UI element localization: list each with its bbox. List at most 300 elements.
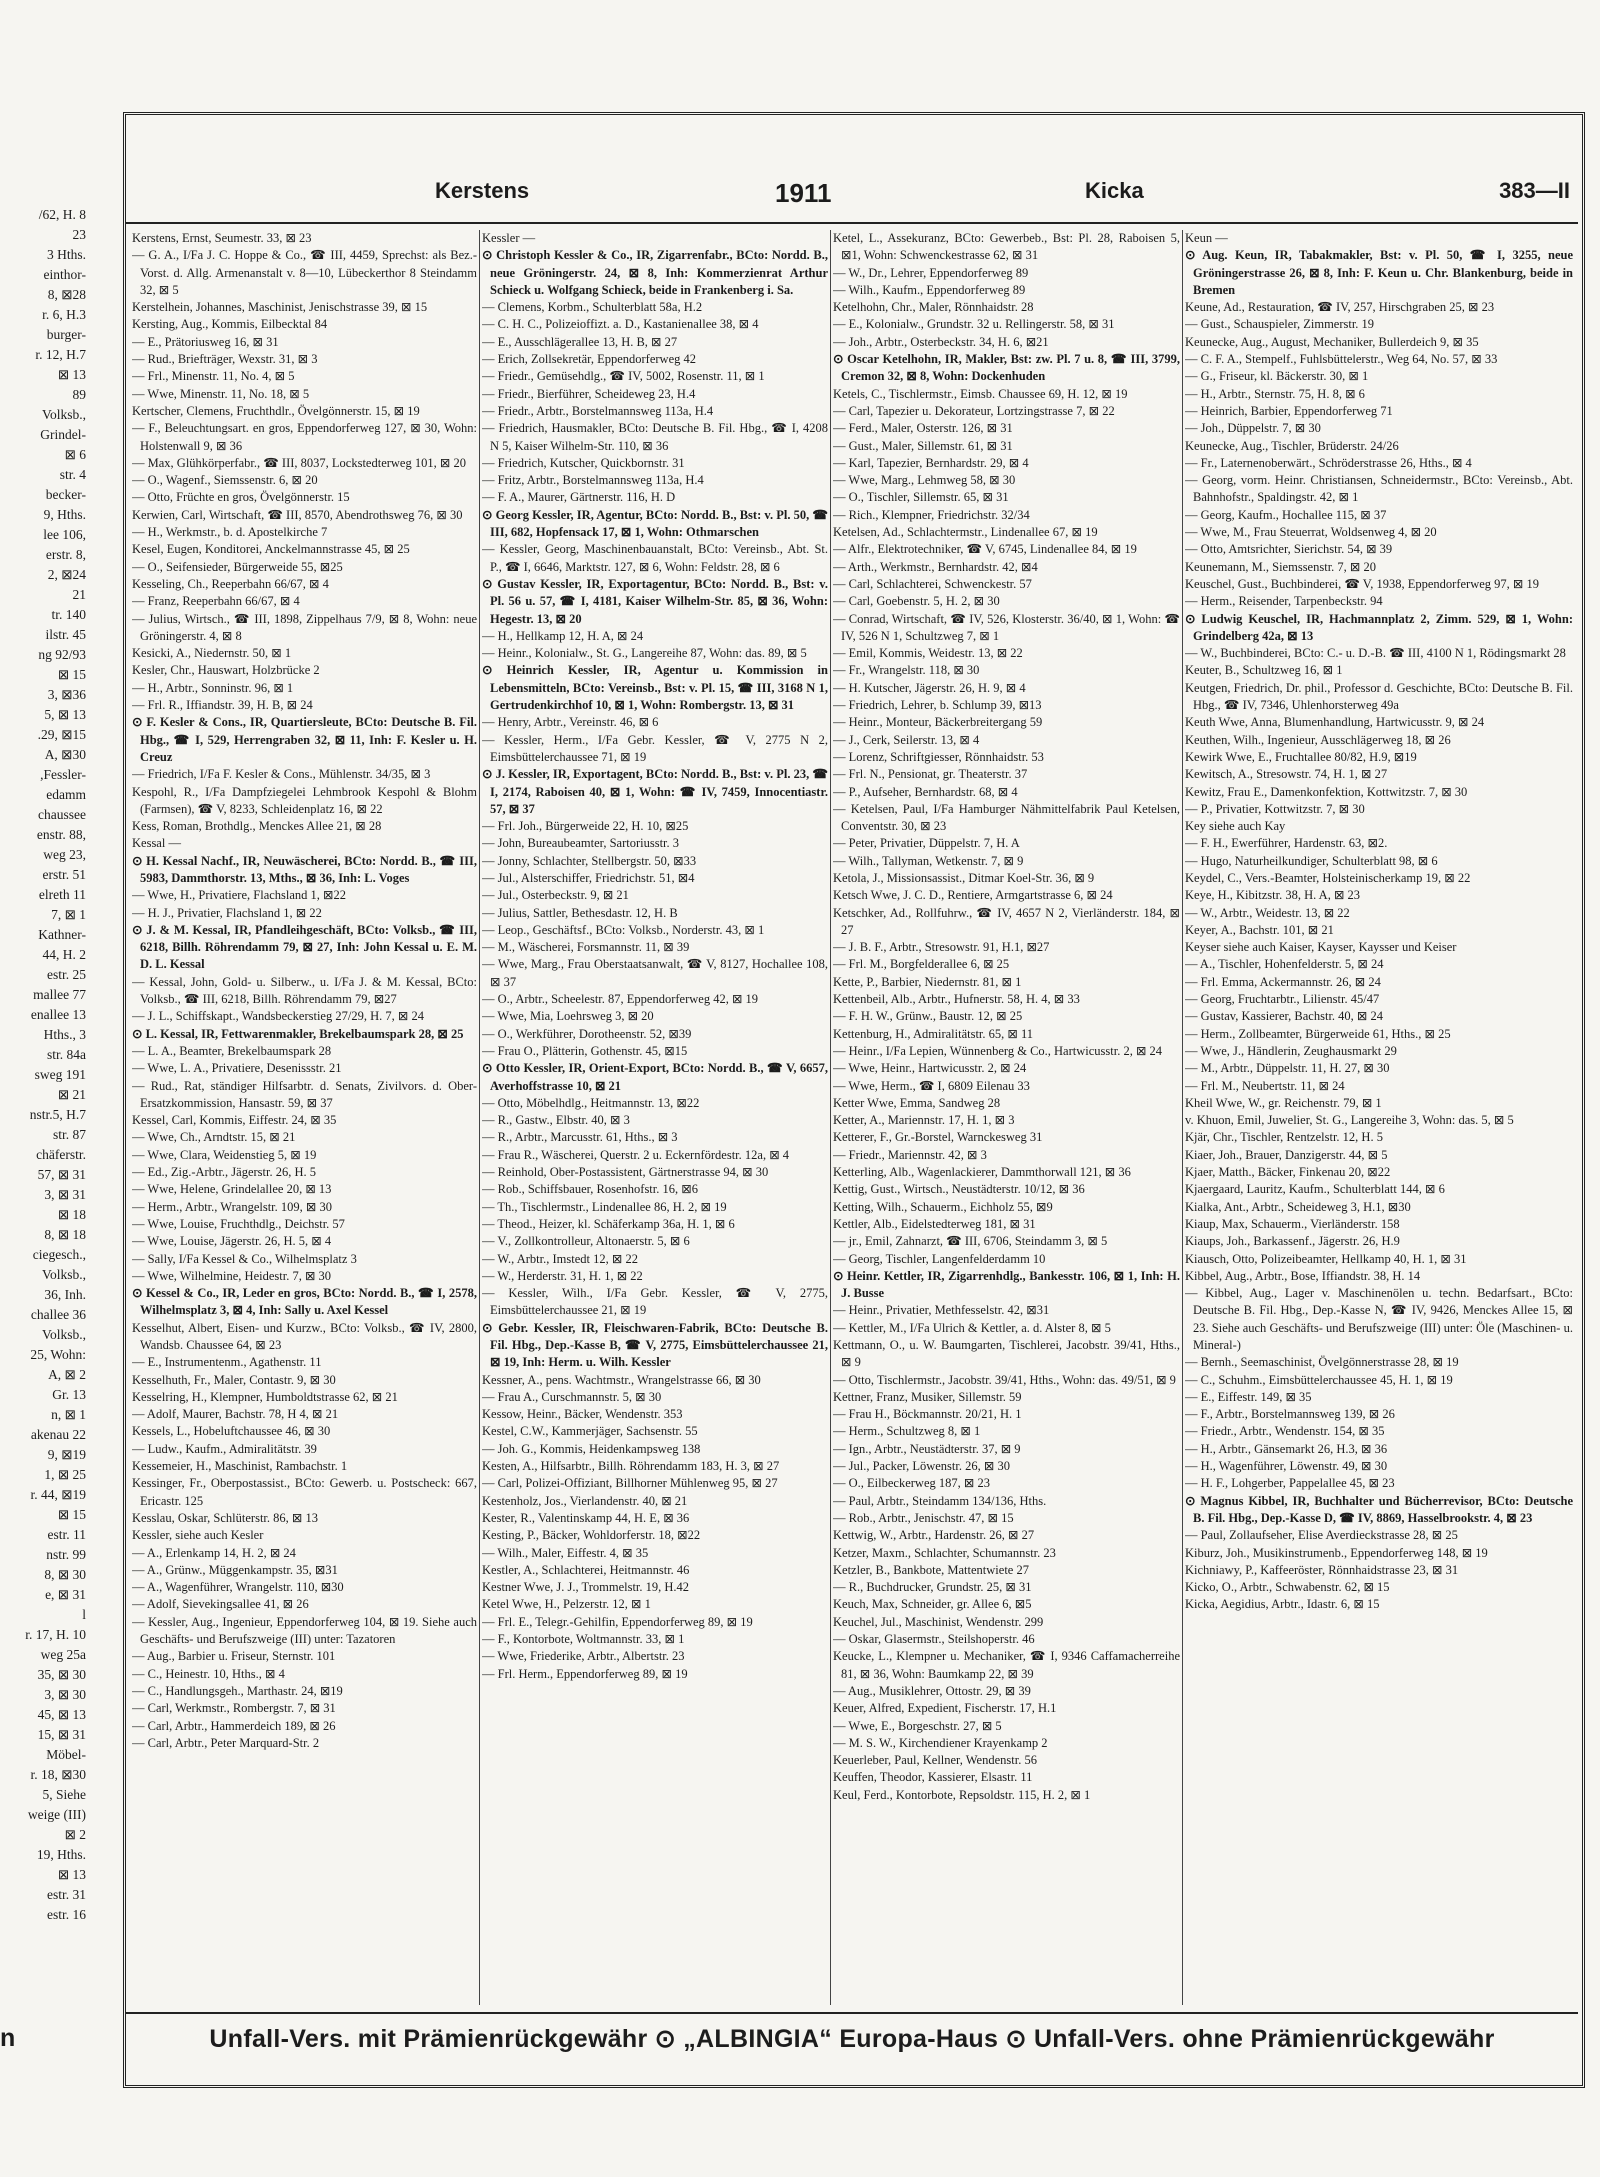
- directory-entry: Kiaups, Joh., Barkassenf., Jägerstr. 26, H.9: [1185, 1234, 1400, 1249]
- directory-entry: — E., Eiffestr. 149, ⊠ 35: [1185, 1389, 1312, 1404]
- directory-entry: — O., Seifensieder, Bürgerweide 55, ⊠25: [132, 559, 343, 574]
- directory-entry: Keuschel, Gust., Buchbinderei, ☎ V, 1938, Eppendorferweg 97, ⊠ 19: [1185, 576, 1539, 591]
- directory-entry: Kessow, Heinr., Bäcker, Wendenstr. 353: [482, 1407, 683, 1422]
- directory-entry: Ketels, C., Tischlermstr., Eimsb. Chaussee 69, H. 12, ⊠ 19: [833, 386, 1128, 401]
- directory-entry: — Herm., Schultzweg 8, ⊠ 1: [833, 1424, 981, 1439]
- directory-entry: — Peter, Privatier, Düppelstr. 7, H. A: [833, 836, 1020, 851]
- previous-page-line: 3, ⊠ 30: [44, 1687, 86, 1702]
- directory-entry: — Joh., Düppelstr. 7, ⊠ 30: [1185, 421, 1321, 436]
- directory-entry: — C. F. A., Stempelf., Fuhlsbüttelerstr., Weg 64, No. 57, ⊠ 33: [1185, 352, 1498, 367]
- directory-entry: — Georg, Kaufm., Hochallee 115, ⊠ 37: [1185, 507, 1387, 522]
- directory-entry: Ketelsen, Ad., Schlachtermstr., Lindenallee 67, ⊠ 19: [833, 525, 1098, 540]
- previous-page-line: r. 12, H.7: [35, 347, 86, 362]
- previous-page-line: A, ⊠ 2: [48, 1367, 86, 1382]
- directory-entry: Ketterling, Alb., Wagenlackierer, Dammthorwall 121, ⊠ 36: [833, 1165, 1131, 1180]
- previous-page-line: enallee 13: [30, 1007, 86, 1022]
- directory-entry: Keunecke, Aug., August, Mechaniker, Bullerdeich 9, ⊠ 35: [1185, 334, 1479, 349]
- directory-entry: Keucke, L., Klempner u. Mechaniker, ☎ I, 9346 Caffamacherreihe 81, ⊠ 36, Wohn: Baumkamp 22, ⊠ 39: [833, 1649, 1180, 1681]
- directory-entry: — R., Gastw., Elbstr. 40, ⊠ 3: [482, 1113, 630, 1128]
- directory-entry: — Jul., Alsterschiffer, Friedrichstr. 51, ⊠4: [482, 870, 695, 885]
- directory-entry: Ketel, L., Assekuranz, BCto: Gewerbeb., Bst: Pl. 28, Raboisen 5, ⊠1, Wohn: Schwenckestrasse 62, ⊠ 31: [833, 231, 1180, 263]
- directory-entry: — Carl, Werkmstr., Rombergstr. 7, ⊠ 31: [132, 1701, 336, 1716]
- directory-entry: Kessler, siehe auch Kesler: [132, 1528, 264, 1543]
- directory-entry: — Paul, Zollaufseher, Elise Averdieckstrasse 28, ⊠ 25: [1185, 1528, 1458, 1543]
- previous-page-line: 3, ⊠36: [47, 687, 86, 702]
- directory-entry: ⊙ H. Kessal Nachf., IR, Neuwäscherei, BCto: Nordd. B., ☎ III, 5983, Dammthorstr. 13, Mths., ⊠ 36, Inh: L. Voges: [132, 853, 477, 885]
- header-first-entry: Kerstens: [435, 178, 530, 203]
- directory-entry: — Heinrich, Barbier, Eppendorferweg 71: [1185, 403, 1393, 418]
- previous-page-line: 8, ⊠ 30: [44, 1567, 86, 1582]
- previous-page-line: 36, Inh.: [44, 1287, 86, 1302]
- directory-entry: — Wwe, Friederike, Arbtr., Albertstr. 23: [482, 1649, 685, 1664]
- previous-page-line: ⊠ 18: [57, 1207, 86, 1222]
- directory-entry: Kessner, A., pens. Wachtmstr., Wrangelstrasse 66, ⊠ 30: [482, 1372, 761, 1387]
- directory-entry: — Henry, Arbtr., Vereinstr. 46, ⊠ 6: [482, 715, 659, 730]
- directory-entry: Kesel, Eugen, Konditorei, Anckelmannstrasse 45, ⊠ 25: [132, 542, 410, 557]
- directory-entry: Keuerleber, Paul, Kellner, Wendenstr. 56: [833, 1753, 1037, 1768]
- directory-entry: — Hugo, Naturheilkundiger, Schulterblatt 98, ⊠ 6: [1185, 853, 1438, 868]
- directory-entry: — Carl, Tapezier u. Dekorateur, Lortzingstrasse 7, ⊠ 22: [833, 403, 1115, 418]
- directory-entry: — O., Wagenf., Siemssenstr. 6, ⊠ 20: [132, 473, 318, 488]
- directory-entry: — Carl, Goebenstr. 5, H. 2, ⊠ 30: [833, 594, 1000, 609]
- previous-page-line: estr. 11: [47, 1527, 86, 1542]
- directory-entry: — Fr., Laternenoberwärt., Schröderstrasse 26, Hths., ⊠ 4: [1185, 455, 1472, 470]
- directory-entry: — Herm., Zollbeamter, Bürgerweide 61, Hths., ⊠ 25: [1185, 1026, 1451, 1041]
- directory-entry: — W., Arbtr., Weidestr. 13, ⊠ 22: [1185, 905, 1350, 920]
- directory-entry: Kespohl, R., I/Fa Dampfziegelei Lehmbrook Kespohl & Blohm (Farmsen), ☎ V, 8233, Schleidenplatz 16, ⊠ 22: [132, 784, 477, 816]
- directory-entry: Ketter, A., Mariennstr. 17, H. 1, ⊠ 3: [833, 1113, 1015, 1128]
- directory-entry: — Friedrich, Lehrer, b. Schlump 39, ⊠13: [833, 698, 1042, 713]
- directory-entry: Kjaergaard, Lauritz, Kaufm., Schulterblatt 144, ⊠ 6: [1185, 1182, 1445, 1197]
- directory-entry: Kesslau, Oskar, Schlüterstr. 86, ⊠ 13: [132, 1510, 318, 1525]
- directory-entry: — Wwe, Marg., Frau Oberstaatsanwalt, ☎ V, 8127, Hochallee 108, ⊠ 37: [482, 957, 828, 989]
- directory-entry: — A., Erlenkamp 14, H. 2, ⊠ 24: [132, 1545, 296, 1560]
- previous-page-line: lee 106,: [43, 527, 86, 542]
- previous-page-line: ⊠ 15: [57, 1507, 86, 1522]
- directory-entry: — Friedr., Arbtr., Borstelmannsweg 113a, H.4: [482, 403, 714, 418]
- directory-entry: — C., Heinestr. 10, Hths., ⊠ 4: [132, 1666, 285, 1681]
- running-header: [130, 178, 1570, 214]
- previous-page-line: 19, Hths.: [36, 1847, 86, 1862]
- directory-entry: — Fritz, Arbtr., Borstelmannsweg 113a, H.4: [482, 473, 704, 488]
- directory-entry: Kewitz, Frau E., Damenkonfektion, Kottwitzstr. 7, ⊠ 30: [1185, 784, 1468, 799]
- directory-entry: ⊙ Christoph Kessler & Co., IR, Zigarrenfabr., BCto: Nordd. B., neue Gröningerstr. 24, ⊠ 8, Inh: Kommerzienrat Arthur Schieck u. Wolfgang Schieck, beide in Frankenberg i. Sa.: [482, 248, 828, 297]
- directory-entry: — P., Aufseher, Bernhardstr. 68, ⊠ 4: [833, 784, 1018, 799]
- directory-entry: — Friedrich, Hausmakler, BCto: Deutsche B. Fil. Hbg., ☎ I, 4208 N 5, Kaiser Wilhelm-Str. 110, ⊠ 36: [482, 421, 828, 453]
- directory-entry: Ketzer, Maxm., Schlachter, Schumannstr. 23: [833, 1545, 1056, 1560]
- directory-entry: — Clemens, Korbm., Schulterblatt 58a, H.2: [482, 300, 703, 315]
- directory-entry: Kewitsch, A., Stresowstr. 74, H. 1, ⊠ 27: [1185, 767, 1388, 782]
- directory-entry: Kessal —: [132, 836, 181, 851]
- directory-entry: Kiburz, Joh., Musikinstrumenb., Eppendorferweg 148, ⊠ 19: [1185, 1545, 1488, 1560]
- directory-entry: ⊙ Heinrich Kessler, IR, Agentur u. Kommission in Lebensmitteln, BCto: Vereinsb., Bst: v. Pl. 15, ☎ III, 3168 N 1, Gertrudenkirchhof 10, ⊠ 1, Wohn: Rombergstr. 13, ⊠ 31: [482, 663, 828, 713]
- directory-entry: Kesting, P., Bäcker, Wohldorferstr. 18, ⊠22: [482, 1528, 701, 1543]
- directory-entry: Kicko, O., Arbtr., Schwabenstr. 62, ⊠ 15: [1185, 1580, 1390, 1595]
- previous-page-line: ,Fessler-: [40, 767, 86, 782]
- directory-entry: Kialka, Ant., Arbtr., Scheideweg 3, H.1, ⊠30: [1185, 1199, 1411, 1214]
- directory-entry: Ketzler, B., Bankbote, Mattentwiete 27: [833, 1562, 1029, 1577]
- directory-entry: — Frau H., Böckmannstr. 20/21, H. 1: [833, 1407, 1022, 1422]
- directory-entry: Kesselhut, Albert, Eisen- und Kurzw., BCto: Volksb., ☎ IV, 2800, Wandsb. Chaussee 64, ⊠ 23: [132, 1320, 477, 1352]
- directory-entry: — Wwe, Wilhelmine, Heidestr. 7, ⊠ 30: [132, 1268, 332, 1283]
- directory-entry: — Friedrich, I/Fa F. Kesler & Cons., Mühlenstr. 34/35, ⊠ 3: [132, 767, 431, 782]
- directory-entry: Kichniawy, P., Kaffeeröster, Rönnhaidstrasse 23, ⊠ 31: [1185, 1562, 1459, 1577]
- directory-entry: — Aug., Barbier u. Friseur, Sternstr. 101: [132, 1649, 336, 1664]
- directory-entry: — Wwe, Louise, Jägerstr. 26, H. 5, ⊠ 4: [132, 1234, 332, 1249]
- directory-entry: — E., Prätoriusweg 16, ⊠ 31: [132, 334, 279, 349]
- directory-entry: — R., Buchdrucker, Grundstr. 25, ⊠ 31: [833, 1580, 1032, 1595]
- directory-entry: Kicka, Aegidius, Arbtr., Idastr. 6, ⊠ 15: [1185, 1597, 1380, 1612]
- directory-entry: — Jul., Osterbeckstr. 9, ⊠ 21: [482, 888, 629, 903]
- directory-entry: ⊙ Otto Kessler, IR, Orient-Export, BCto: Nordd. B., ☎ V, 6657, Averhoffstrasse 10, ⊠ 21: [482, 1061, 828, 1093]
- directory-entry: — Sally, I/Fa Kessel & Co., Wilhelmsplatz 3: [132, 1251, 357, 1266]
- previous-page-line: 44, H. 2: [42, 947, 86, 962]
- directory-entry: Kettmann, O., u. W. Baumgarten, Tischlerei, Jacobstr. 39/41, Hths., ⊠ 9: [833, 1338, 1180, 1370]
- previous-page-line: 1, ⊠ 25: [44, 1467, 86, 1482]
- directory-entry: Kibbel, Aug., Arbtr., Bose, Iffiandstr. 38, H. 14: [1185, 1268, 1421, 1283]
- directory-entry: Keuffen, Theodor, Kassierer, Elsastr. 11: [833, 1770, 1033, 1785]
- directory-entry: — Heinr., I/Fa Lepien, Wünnenberg & Co., Hartwicusstr. 2, ⊠ 24: [833, 1043, 1163, 1058]
- previous-page-line: weg 25a: [40, 1647, 86, 1662]
- directory-entry: — Friedr., Gemüsehdlg., ☎ IV, 5002, Rosenstr. 11, ⊠ 1: [482, 369, 765, 384]
- previous-page-line: ⊠ 2: [64, 1827, 86, 1842]
- directory-entry: Kiausch, Otto, Polizeibeamter, Hellkamp 40, H. 1, ⊠ 31: [1185, 1251, 1467, 1266]
- directory-entry: — Kessal, John, Gold- u. Silberw., u. I/Fa J. & M. Kessal, BCto: Volksb., ☎ III, 6218, Billh. Röhrendamm 79, ⊠27: [132, 974, 477, 1007]
- directory-entry: — O., Arbtr., Scheelestr. 87, Eppendorferweg 42, ⊠ 19: [482, 992, 759, 1007]
- directory-entry: — Rud., Rat, ständiger Hilfsarbtr. d. Senats, Zivilvors. d. Ober-Ersatzkommission, Hansastr. 59, ⊠ 37: [132, 1078, 477, 1110]
- directory-entry: — W., Buchbinderei, BCto: C.- u. D.-B. ☎ III, 4100 N 1, Rödingsmarkt 28: [1185, 646, 1566, 661]
- directory-entry: — F., Beleuchtungsart. en gros, Eppendorferweg 127, ⊠ 30, Wohn: Holstenwall 9, ⊠ 36: [132, 421, 477, 453]
- directory-entry: — Joh., Arbtr., Osterbeckstr. 34, H. 6, ⊠21: [833, 334, 1049, 349]
- previous-page-line: sweg 191: [34, 1067, 86, 1082]
- directory-entry: — Wwe, Mia, Loehrsweg 3, ⊠ 20: [482, 1009, 654, 1024]
- directory-entry: — Carl, Arbtr., Peter Marquard-Str. 2: [132, 1735, 320, 1750]
- previous-page-line: Volksb.,: [41, 1267, 86, 1282]
- directory-entry: Kessemeier, H., Maschinist, Rambachstr. 1: [132, 1459, 348, 1474]
- directory-entry: — Kettler, M., I/Fa Ulrich & Kettler, a. d. Alster 8, ⊠ 5: [833, 1320, 1111, 1335]
- directory-entry: ⊙ Gustav Kessler, IR, Exportagentur, BCto: Nordd. B., Bst: v. Pl. 56 u. 57, ☎ I, 4181, Kaiser Wilhelm-Str. 85, ⊠ 36, Wohn: Hegestr. 13, ⊠ 20: [482, 576, 828, 626]
- directory-entry: Kettler, Alb., Eidelstedterweg 181, ⊠ 31: [833, 1216, 1036, 1231]
- directory-entry: — H. Kutscher, Jägerstr. 26, H. 9, ⊠ 4: [833, 680, 1026, 695]
- directory-entry: — Frl. E., Telegr.-Gehilfin, Eppendorferweg 89, ⊠ 19: [482, 1614, 753, 1629]
- directory-entry: — Wwe, J., Händlerin, Zeughausmarkt 29: [1185, 1043, 1397, 1058]
- directory-entry: — Friedr., Mariennstr. 42, ⊠ 3: [833, 1147, 987, 1162]
- column-divider: [830, 230, 831, 2005]
- directory-entry: ⊙ L. Kessal, IR, Fettwarenmakler, Brekelbaumspark 28, ⊠ 25: [132, 1026, 464, 1041]
- directory-entry: — C., Schuhm., Eimsbüttelerchaussee 45, H. 1, ⊠ 19: [1185, 1372, 1453, 1387]
- directory-entry: — F., Kontorbote, Woltmannstr. 33, ⊠ 1: [482, 1632, 685, 1647]
- previous-page-line: 8, ⊠ 18: [44, 1227, 86, 1242]
- directory-entry: — Ferd., Maler, Osterstr. 126, ⊠ 31: [833, 421, 1013, 436]
- previous-page-line: becker-: [45, 487, 86, 502]
- directory-entry: — Wilh., Tallyman, Wetkenstr. 7, ⊠ 9: [833, 853, 1024, 868]
- directory-entry: — Th., Tischlermstr., Lindenallee 86, H. 2, ⊠ 19: [482, 1199, 727, 1214]
- directory-entry: — Wwe, Helene, Grindelallee 20, ⊠ 13: [132, 1182, 332, 1197]
- directory-entry: — Emil, Kommis, Weidestr. 13, ⊠ 22: [833, 646, 1023, 661]
- directory-entry: — Max, Glühkörperfabr., ☎ III, 8037, Lockstedterweg 101, ⊠ 20: [132, 455, 466, 470]
- directory-entry: — jr., Emil, Zahnarzt, ☎ III, 6706, Steindamm 3, ⊠ 5: [833, 1234, 1108, 1249]
- directory-entry: — Ign., Arbtr., Neustädterstr. 37, ⊠ 9: [833, 1441, 1021, 1456]
- directory-entry: Keyser siehe auch Kaiser, Kayser, Kaysser und Keiser: [1185, 940, 1457, 955]
- directory-entry: — Wwe, Louise, Fruchthdlg., Deichstr. 57: [132, 1216, 345, 1231]
- directory-entry: — Frl., Minenstr. 11, No. 4, ⊠ 5: [132, 369, 295, 384]
- previous-page-line: enstr. 88,: [36, 827, 86, 842]
- directory-entry: Key siehe auch Kay: [1185, 819, 1286, 834]
- directory-entry: — H., Arbtr., Sternstr. 75, H. 8, ⊠ 6: [1185, 386, 1365, 401]
- directory-entry: Kerstens, Ernst, Seumestr. 33, ⊠ 23: [132, 231, 312, 245]
- directory-entry: — Joh. G., Kommis, Heidenkampsweg 138: [482, 1441, 701, 1456]
- directory-entry: — Otto, Amtsrichter, Sierichstr. 54, ⊠ 39: [1185, 542, 1393, 557]
- previous-page-line: estr. 16: [47, 1907, 86, 1922]
- directory-entry: — Herm., Reisender, Tarpenbeckstr. 94: [1185, 594, 1383, 609]
- previous-page-line: akenau 22: [30, 1427, 86, 1442]
- directory-entry: Kertscher, Clemens, Fruchthdlr., Övelgönnerstr. 15, ⊠ 19: [132, 403, 420, 418]
- directory-entry: Kesicki, A., Niedernstr. 50, ⊠ 1: [132, 646, 292, 661]
- previous-page-line: 35, ⊠ 30: [37, 1667, 86, 1682]
- previous-page-line: mallee 77: [33, 987, 86, 1002]
- directory-entry: — Adolf, Sievekingsallee 41, ⊠ 26: [132, 1597, 309, 1612]
- directory-entry: Keuter, B., Schultzweg 16, ⊠ 1: [1185, 663, 1343, 678]
- previous-page-line: nstr. 99: [46, 1547, 86, 1562]
- directory-entry: — Frau R., Wäscherei, Querstr. 2 u. Eckernfördestr. 12a, ⊠ 4: [482, 1147, 790, 1162]
- directory-entry: Kettner, Franz, Musiker, Sillemstr. 59: [833, 1389, 1022, 1404]
- previous-page-line: 23: [72, 227, 86, 242]
- directory-entry: — O., Eilbeckerweg 187, ⊠ 23: [833, 1476, 990, 1491]
- directory-entry: Ketola, J., Missionsassist., Ditmar Koel-Str. 36, ⊠ 9: [833, 870, 1095, 885]
- directory-entry: — Frl. M., Borgfelderallee 6, ⊠ 25: [833, 957, 1010, 972]
- directory-entry: Keuth Wwe, Anna, Blumenhandlung, Hartwicusstr. 9, ⊠ 24: [1185, 715, 1485, 730]
- directory-entry: Kesselring, H., Klempner, Humboldtstrasse 62, ⊠ 21: [132, 1389, 398, 1404]
- previous-page-line: 57, ⊠ 31: [37, 1167, 86, 1182]
- directory-entry: — Ludw., Kaufm., Admiralitätstr. 39: [132, 1441, 317, 1456]
- previous-page-line: erstr. 8,: [45, 547, 86, 562]
- previous-page-line: r. 17, H. 10: [25, 1627, 86, 1642]
- directory-entry: — Wwe, Clara, Weidenstieg 5, ⊠ 19: [132, 1147, 317, 1162]
- directory-entry: Keul, Ferd., Kontorbote, Repsoldstr. 115, H. 2, ⊠ 1: [833, 1787, 1091, 1802]
- directory-entry: — A., Grünw., Müggenkampstr. 35, ⊠31: [132, 1562, 338, 1577]
- directory-entry: — Friedrich, Kutscher, Quickbornstr. 31: [482, 455, 685, 470]
- directory-entry: — Friedr., Bierführer, Scheideweg 23, H.4: [482, 386, 696, 401]
- directory-entry: Kette, P., Barbier, Niedernstr. 81, ⊠ 1: [833, 974, 1022, 989]
- header-rule: [126, 222, 1578, 224]
- previous-page-line: n, ⊠ 1: [51, 1407, 86, 1422]
- directory-entry: ⊙ Magnus Kibbel, IR, Buchhalter und Bücherrevisor, BCto: Deutsche B. Fil. Hbg., Dep.-Kasse D, ☎ IV, 8869, Hasselbrookstr. 4, ⊠ 23: [1185, 1493, 1573, 1525]
- directory-entry: Ketterer, F., Gr.-Borstel, Warnckesweg 31: [833, 1130, 1043, 1145]
- directory-entry: — Conrad, Wirtschaft, ☎ IV, 526, Klosterstr. 36/40, ⊠ 1, Wohn: ☎ IV, 526 N 1, Schultzweg 7, ⊠ 1: [833, 611, 1180, 643]
- column-divider: [479, 230, 480, 2005]
- directory-entry: — Wwe, M., Frau Steuerrat, Woldsenweg 4, ⊠ 20: [1185, 525, 1437, 540]
- directory-entry: — J. L., Schiffskapt., Wandsbeckerstieg 27/29, H. 7, ⊠ 24: [132, 1009, 424, 1024]
- directory-entry: — Carl, Arbtr., Hammerdeich 189, ⊠ 26: [132, 1718, 336, 1733]
- directory-entry: — Aug., Musiklehrer, Ottostr. 29, ⊠ 39: [833, 1683, 1031, 1698]
- directory-entry: — Frl. M., Neubertstr. 11, ⊠ 24: [1185, 1078, 1345, 1093]
- advertisement-footer: Unfall-Vers. mit Prämienrückgewähr ⊙ „ALBINGIA“ Europa-Haus ⊙ Unfall-Vers. ohne Prämienrückgewähr: [209, 2025, 1495, 2053]
- directory-entry: Kesseling, Ch., Reeperbahn 66/67, ⊠ 4: [132, 576, 329, 591]
- directory-entry: — Herm., Arbtr., Wrangelstr. 109, ⊠ 30: [132, 1199, 332, 1214]
- previous-page-line: weige (III): [27, 1807, 86, 1822]
- previous-page-line: 25, Wohn:: [30, 1347, 86, 1362]
- previous-page-line: 7, ⊠ 1: [51, 907, 86, 922]
- previous-page-line: challee 36: [30, 1307, 86, 1322]
- directory-entry: — A., Tischler, Hohenfelderstr. 5, ⊠ 24: [1185, 957, 1384, 972]
- directory-entry: — Jul., Packer, Löwenstr. 26, ⊠ 30: [833, 1459, 1010, 1474]
- directory-entry: — A., Wagenführer, Wrangelstr. 110, ⊠30: [132, 1580, 344, 1595]
- previous-page-line: str. 4: [59, 467, 86, 482]
- directory-entry: — J., Cerk, Seilerstr. 13, ⊠ 4: [833, 732, 980, 747]
- directory-entry: Kesten, A., Hilfsarbtr., Billh. Röhrendamm 183, H. 3, ⊠ 27: [482, 1459, 780, 1474]
- directory-entry: Keuer, Alfred, Expedient, Fischerstr. 17, H.1: [833, 1701, 1057, 1716]
- directory-entry: Kestenholz, Jos., Vierlandenstr. 40, ⊠ 21: [482, 1493, 688, 1508]
- directory-entry: Kheil Wwe, W., gr. Reichenstr. 79, ⊠ 1: [1185, 1095, 1382, 1110]
- directory-entry: Keuchel, Jul., Maschinist, Wendenstr. 299: [833, 1614, 1044, 1629]
- directory-entry: — Jonny, Schlachter, Stellbergstr. 50, ⊠33: [482, 853, 697, 868]
- directory-entry: — Franz, Reeperbahn 66/67, ⊠ 4: [132, 594, 300, 609]
- directory-entry: Keyer, A., Bachstr. 101, ⊠ 21: [1185, 922, 1334, 937]
- previous-page-line: 5, Siehe: [42, 1787, 86, 1802]
- previous-page-line: 15, ⊠ 31: [37, 1727, 86, 1742]
- header-last-entry: Kicka: [1085, 178, 1144, 203]
- directory-entry: Kestner Wwe, J. J., Trommelstr. 19, H.42: [482, 1580, 690, 1595]
- previous-page-line: burger-: [46, 327, 86, 342]
- directory-entry: Kersting, Aug., Kommis, Eilbecktal 84: [132, 317, 328, 332]
- directory-entry: ⊙ Aug. Keun, IR, Tabakmakler, Bst: v. Pl. 50, ☎ I, 3255, neue Gröningerstrasse 26, ⊠ 8, Inh: F. Keun u. Chr. Blankenburg, beide in Bremen: [1185, 248, 1573, 297]
- directory-entry: — Wwe, E., Borgeschstr. 27, ⊠ 5: [833, 1718, 1002, 1733]
- column-3: [833, 230, 1180, 2010]
- directory-entry: — Wwe, Heinr., Hartwicusstr. 2, ⊠ 24: [833, 1061, 1027, 1076]
- directory-entry: — F., Arbtr., Borstelmannsweg 139, ⊠ 26: [1185, 1407, 1395, 1422]
- previous-page-line: edamm: [46, 787, 86, 802]
- previous-page-line: Möbel-: [46, 1747, 86, 1762]
- directory-entry: — F. H. W., Grünw., Baustr. 12, ⊠ 25: [833, 1009, 1023, 1024]
- directory-entry: — Frau A., Curschmannstr. 5, ⊠ 30: [482, 1389, 662, 1404]
- directory-entry: — J. B. F., Arbtr., Stresowstr. 91, H.1, ⊠27: [833, 940, 1050, 955]
- previous-page-line: e, ⊠ 31: [45, 1587, 86, 1602]
- directory-entry: — Wwe, L. A., Privatiere, Desenissstr. 21: [132, 1061, 342, 1076]
- previous-page-line: ng 92/93: [38, 647, 86, 662]
- directory-entry: Keunecke, Aug., Tischler, Brüderstr. 24/26: [1185, 438, 1399, 453]
- previous-page-line: ciegesch.,: [32, 1247, 86, 1262]
- directory-entry: Kiaer, Joh., Brauer, Danzigerstr. 44, ⊠ 5: [1185, 1147, 1388, 1162]
- footer-rule: [126, 2012, 1578, 2014]
- directory-entry: Ketsch Wwe, J. C. D., Rentiere, Armgartstrasse 6, ⊠ 24: [833, 888, 1113, 903]
- previous-page-line: A, ⊠30: [44, 747, 86, 762]
- directory-entry: — H., Arbtr., Sonninstr. 96, ⊠ 1: [132, 680, 294, 695]
- previous-page-line: ⊠ 15: [57, 667, 86, 682]
- directory-entry: — H. J., Privatier, Flachsland 1, ⊠ 22: [132, 905, 322, 920]
- column-divider: [1182, 230, 1183, 2005]
- directory-entry: Kestler, A., Schlachterei, Heitmannstr. 46: [482, 1562, 690, 1577]
- previous-page-line: l: [82, 1607, 86, 1622]
- directory-entry: Kesler, Chr., Hauswart, Holzbrücke 2: [132, 663, 320, 678]
- directory-entry: — Frl. Emma, Ackermannstr. 26, ⊠ 24: [1185, 974, 1381, 989]
- directory-entry: — Leop., Geschäftsf., BCto: Volksb., Norderstr. 43, ⊠ 1: [482, 922, 765, 937]
- directory-entry: — E., Kolonialw., Grundstr. 32 u. Rellingerstr. 58, ⊠ 31: [833, 317, 1115, 332]
- directory-entry: — C., Handlungsgeh., Marthastr. 24, ⊠19: [132, 1683, 343, 1698]
- column-2: [482, 230, 828, 2010]
- directory-entry: — Georg, vorm. Heinr. Christiansen, Schneidermstr., BCto: Vereinsb., Abt. Bahnhofstr., Spaldingstr. 42, ⊠ 1: [1185, 473, 1573, 505]
- directory-entry: — Wwe, Herm., ☎ I, 6809 Eilenau 33: [833, 1078, 1030, 1093]
- previous-page-line: ⊠ 21: [57, 1087, 86, 1102]
- directory-entry: — Heinr., Kolonialw., St. G., Langereihe 87, Wohn: das. 89, ⊠ 5: [482, 646, 807, 661]
- directory-entry: Kettenbeil, Alb., Arbtr., Hufnerstr. 58, H. 4, ⊠ 33: [833, 992, 1080, 1007]
- directory-entry: Keydel, C., Vers.-Beamter, Holsteinischerkamp 19, ⊠ 22: [1185, 870, 1471, 885]
- previous-page-line: 3, ⊠ 31: [44, 1187, 86, 1202]
- directory-entry: — M. S. W., Kirchendiener Krayenkamp 2: [833, 1735, 1048, 1750]
- previous-page-line: Volksb.,: [41, 407, 86, 422]
- directory-entry: — Karl, Tapezier, Bernhardstr. 29, ⊠ 4: [833, 455, 1029, 470]
- directory-entry: — Wilh., Kaufm., Eppendorferweg 89: [833, 282, 1026, 297]
- directory-entry: — Wwe, Ch., Arndtstr. 15, ⊠ 21: [132, 1130, 296, 1145]
- previous-page-line: r. 44, ⊠19: [30, 1487, 86, 1502]
- directory-entry: — G. A., I/Fa J. C. Hoppe & Co., ☎ III, 4459, Sprechst: als Bez.-Vorst. d. Allg. Armenanstalt v. 8—10, Lübeckerthor 8 Steindamm 32, ⊠ 5: [132, 248, 477, 297]
- directory-entry: — F. H., Ewerführer, Hardenstr. 63, ⊠2.: [1185, 836, 1388, 851]
- previous-page-line: 5, ⊠ 13: [44, 707, 86, 722]
- previous-page-line: 8, ⊠28: [47, 287, 86, 302]
- directory-entry: — Fr., Wrangelstr. 118, ⊠ 30: [833, 663, 980, 678]
- directory-entry: — E., Ausschlägerallee 13, H. B, ⊠ 27: [482, 334, 678, 349]
- previous-page-line: 21: [72, 587, 86, 602]
- directory-entry: — W., Arbtr., Imstedt 12, ⊠ 22: [482, 1251, 638, 1266]
- previous-page-line: r. 18, ⊠30: [30, 1767, 86, 1782]
- previous-page-line: tr. 140: [51, 607, 86, 622]
- previous-page-line: Gr. 13: [52, 1387, 86, 1402]
- directory-entry: — Adolf, Maurer, Bachstr. 78, H 4, ⊠ 21: [132, 1407, 339, 1422]
- directory-entry: Kiaup, Max, Schauerm., Vierländerstr. 158: [1185, 1216, 1400, 1231]
- directory-entry: Kessel, Carl, Kommis, Eiffestr. 24, ⊠ 35: [132, 1113, 337, 1128]
- directory-entry: — H., Hellkamp 12, H. A, ⊠ 24: [482, 628, 644, 643]
- previous-page-line: Kathner-: [38, 927, 86, 942]
- directory-entry: Ketter Wwe, Emma, Sandweg 28: [833, 1095, 1001, 1110]
- directory-entry: Kettig, Gust., Wirtsch., Neustädterstr. 10/12, ⊠ 36: [833, 1182, 1085, 1197]
- previous-page-line: Grindel-: [40, 427, 86, 442]
- directory-entry: — F. A., Maurer, Gärtnerstr. 116, H. D: [482, 490, 676, 505]
- previous-page-margin: [0, 205, 92, 1975]
- directory-entry: — V., Zollkontrolleur, Altonaerstr. 5, ⊠ 6: [482, 1234, 690, 1249]
- previous-page-line: str. 87: [52, 1127, 86, 1142]
- previous-page-line: .29, ⊠15: [37, 727, 86, 742]
- previous-page-line: 2, ⊠24: [47, 567, 86, 582]
- directory-entry: — H., Wagenführer, Löwenstr. 49, ⊠ 30: [1185, 1459, 1388, 1474]
- previous-page-line: erstr. 51: [42, 867, 86, 882]
- directory-entry: Kerstelhein, Johannes, Maschinist, Jenischstrasse 39, ⊠ 15: [132, 300, 428, 315]
- directory-entry: Kesselhuth, Fr., Maler, Contastr. 9, ⊠ 30: [132, 1372, 336, 1387]
- directory-entry: — E., Instrumentenm., Agathenstr. 11: [132, 1355, 322, 1370]
- directory-entry: — Rob., Schiffsbauer, Rosenhofstr. 16, ⊠6: [482, 1182, 698, 1197]
- directory-entry: ⊙ Heinr. Kettler, IR, Zigarrenhdlg., Bankesstr. 106, ⊠ 1, Inh: H. J. Busse: [833, 1268, 1180, 1301]
- directory-entry: Kessels, L., Hobeluftchaussee 46, ⊠ 30: [132, 1424, 331, 1439]
- directory-entry: Kester, R., Valentinskamp 44, H. E, ⊠ 36: [482, 1510, 690, 1525]
- directory-entry: ⊙ Kessel & Co., IR, Leder en gros, BCto: Nordd. B., ☎ I, 2578, Wilhelmsplatz 3, ⊠ 4, Inh: Sally u. Axel Kessel: [132, 1286, 477, 1318]
- previous-page-line: ⊠ 13: [57, 367, 86, 382]
- directory-entry: ⊙ Georg Kessler, IR, Agentur, BCto: Nordd. B., Bst: v. Pl. 50, ☎ III, 682, Hopfensack 17, ⊠ 1, Wohn: Othmarschen: [482, 507, 828, 540]
- directory-entry: — P., Privatier, Kottwitzstr. 7, ⊠ 30: [1185, 801, 1365, 816]
- directory-entry: — M., Arbtr., Düppelstr. 11, H. 27, ⊠ 30: [1185, 1061, 1390, 1076]
- directory-entry: — Theod., Heizer, kl. Schäferkamp 36a, H. 1, ⊠ 6: [482, 1216, 735, 1231]
- directory-entry: — Julius, Wirtsch., ☎ III, 1898, Zippelhaus 7/9, ⊠ 8, Wohn: neue Gröningerstr. 4, ⊠ 8: [132, 611, 477, 643]
- directory-entry: ⊙ Oscar Ketelhohn, IR, Makler, Bst: zw. Pl. 7 u. 8, ☎ III, 3799, Cremon 32, ⊠ 8, Wohn: Dockenhuden: [833, 352, 1180, 384]
- directory-entry: — O., Tischler, Sillemstr. 65, ⊠ 31: [833, 490, 1009, 505]
- previous-page-line: weg 23,: [43, 847, 86, 862]
- directory-entry: — Kibbel, Aug., Lager v. Maschinenölen u. techn. Bedarfsart., BCto: Deutsche B. Fil. Hbg., Dep.-Kasse N, ☎ IV, 9426, Menckes Allee 15, ⊠ 23. Siehe auch Geschäfts- und Berufszweige (III) unter: Öle (Maschinen- u. Mineral-): [1185, 1286, 1573, 1352]
- directory-entry: — H., Arbtr., Gänsemarkt 26, H.3, ⊠ 36: [1185, 1441, 1388, 1456]
- directory-entry: Ketschker, Ad., Rollfuhrw., ☎ IV, 4657 N 2, Vierländerstr. 184, ⊠ 27: [833, 905, 1180, 937]
- directory-entry: — Wilh., Maler, Eiffestr. 4, ⊠ 35: [482, 1545, 649, 1560]
- directory-entry: Kess, Roman, Brothdlg., Menckes Allee 21, ⊠ 28: [132, 819, 382, 834]
- directory-entry: — Frl. N., Pensionat, gr. Theaterstr. 37: [833, 767, 1028, 782]
- directory-entry: Kessinger, Fr., Oberpostassist., BCto: Gewerb. u. Postscheck: 667, Ericastr. 125: [132, 1476, 477, 1508]
- directory-entry: — John, Bureaubeamter, Sartoriusstr. 3: [482, 836, 680, 851]
- directory-entry: Keunemann, M., Siemssenstr. 7, ⊠ 20: [1185, 559, 1377, 574]
